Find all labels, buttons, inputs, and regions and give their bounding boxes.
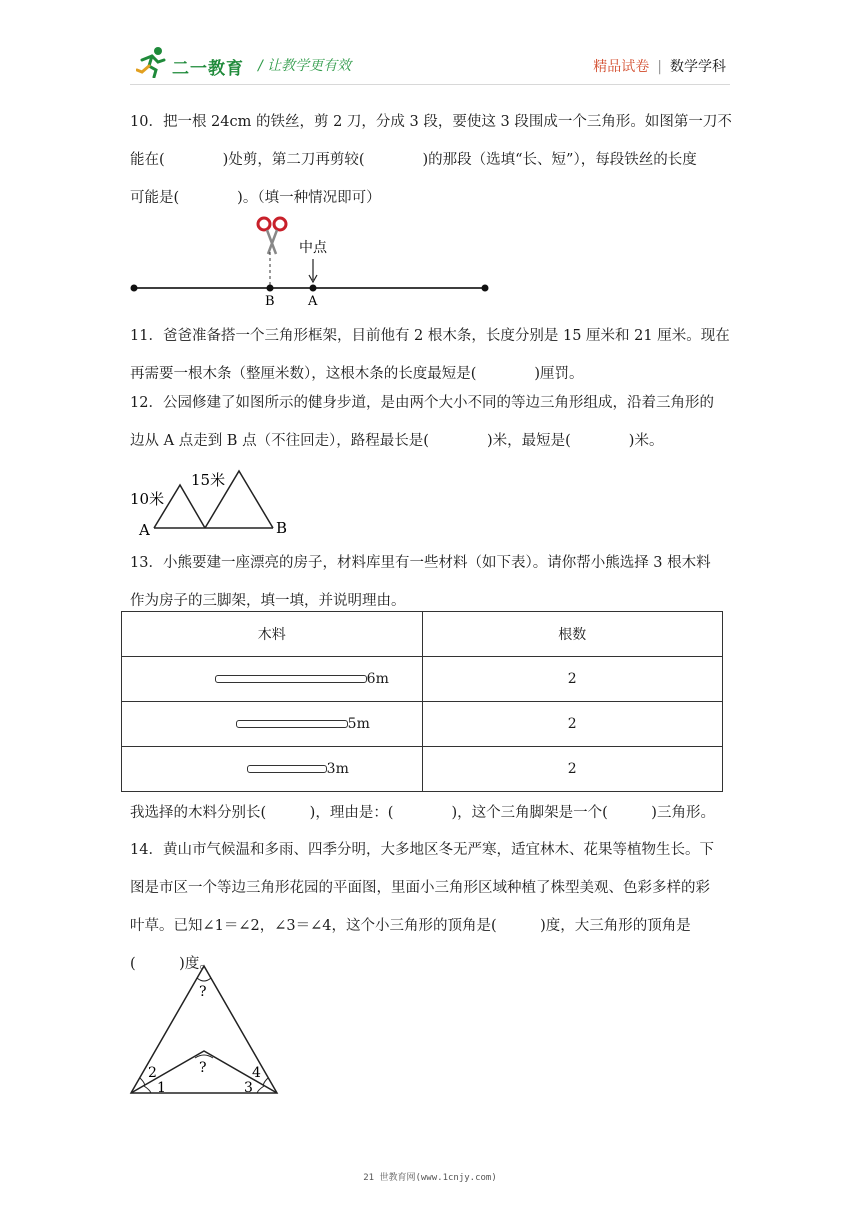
slogan: / 让教学更有效	[258, 58, 352, 74]
wood-stick-6m	[215, 675, 367, 683]
point-a	[310, 285, 317, 292]
wood-cell	[122, 657, 423, 702]
big-side-label: 15米	[191, 471, 226, 489]
wire-end-right	[482, 285, 489, 292]
q14-line-3: 叶草。已知∠1＝∠2，∠3＝∠4，这个小三角形的顶角是( )度，大三角形的顶角是	[130, 918, 691, 934]
point-a-label: A	[139, 521, 150, 539]
header-tags	[593, 56, 726, 76]
label-b: B	[265, 294, 275, 308]
q12-triangles-figure	[126, 458, 296, 540]
count-cell: 2	[422, 657, 723, 702]
question-12	[130, 384, 732, 460]
angle-4-label: 4	[252, 1065, 261, 1081]
wood-stick-5m	[236, 720, 348, 728]
q10-line-3: 可能是( )。（填一种情况即可）	[130, 190, 381, 206]
inner-angle-question: ?	[199, 1060, 207, 1076]
q14-garden-figure	[126, 960, 286, 1098]
label-a: A	[308, 294, 318, 308]
q10-line-1: 10．把一根 24cm 的铁丝，剪 2 刀，分成 3 段，要使这 3 段围成一个三角形。如图第一刀不	[130, 114, 732, 130]
materials-table	[121, 611, 723, 792]
header-separator: |	[657, 59, 662, 75]
q11-line-1: 11．爸爸准备搭一个三角形框架，目前他有 2 根木条，长度分别是 15 厘米和 21 厘米。现在	[130, 328, 730, 344]
table-header-row	[122, 612, 723, 657]
wire-end-left	[131, 285, 138, 292]
q13-line-2: 作为房子的三脚架，填一填，并说明理由。	[130, 593, 406, 609]
table-row	[122, 657, 723, 702]
q12-line-1: 12．公园修建了如图所示的健身步道，是由两个大小不同的等边三角形组成，沿着三角形的	[130, 395, 714, 411]
q14-line-4: ( )度。	[130, 956, 214, 972]
q12-line-2: 边从 A 点走到 B 点（不往回走），路程最长是( )米，最短是( )米。	[130, 433, 664, 449]
header-wood: 木料	[122, 612, 423, 657]
scissors-icon	[258, 218, 286, 254]
q13-line-1: 13．小熊要建一座漂亮的房子，材料库里有一些材料（如下表）。请你帮小熊选择 3 根木料	[130, 555, 711, 571]
length-label: 5m	[347, 716, 370, 732]
question-10	[130, 103, 732, 217]
angle-2-label: 2	[148, 1065, 157, 1081]
wood-cell	[122, 702, 423, 747]
table-row	[122, 747, 723, 792]
point-b-label: B	[276, 519, 288, 537]
length-label: 6m	[366, 671, 389, 687]
length-label: 3m	[326, 761, 349, 777]
q11-line-2: 再需要一根木条（整厘米数），这根木条的长度最短是( )厘罚。	[130, 366, 584, 382]
tag-premium-paper: 精品试卷	[593, 59, 650, 75]
logo-text: 二一教育	[172, 59, 244, 79]
midpoint-label: 中点	[299, 240, 327, 256]
tag-subject: 数学学科	[670, 59, 726, 75]
runner-logo-icon	[136, 46, 166, 78]
q14-line-1: 14．黄山市气候温和多雨、四季分明，大多地区冬无严寒，适宜林木、花果等植物生长。下	[130, 842, 714, 858]
q10-wire-figure	[126, 212, 496, 308]
angle-3-label: 3	[244, 1080, 253, 1096]
wood-cell	[122, 747, 423, 792]
small-side-label: 10米	[130, 490, 165, 508]
question-11	[130, 317, 732, 393]
count-cell: 2	[422, 747, 723, 792]
header-divider	[130, 84, 730, 85]
count-cell: 2	[422, 702, 723, 747]
q14-line-2: 图是市区一个等边三角形花园的平面图，里面小三角形区域种植了株型美观、色彩多样的彩	[130, 880, 710, 896]
header-count: 根数	[422, 612, 723, 657]
wood-stick-3m	[247, 765, 327, 773]
angle-1-label: 1	[157, 1080, 166, 1096]
q10-line-2: 能在( )处剪，第二刀再剪较( )的那段（选填“长、短”），每段铁丝的长度	[130, 152, 697, 168]
q13-answer-line: 我选择的木料分别长( )，理由是：( )，这个三角脚架是一个( )三角形。	[130, 805, 715, 821]
top-angle-question: ?	[199, 984, 207, 1000]
top-angle-arc	[197, 978, 211, 981]
question-13	[130, 544, 732, 620]
page-footer: 21 世教育网(www.1cnjy.com)	[363, 1173, 497, 1183]
page-header	[0, 0, 860, 90]
table-row	[122, 702, 723, 747]
point-b	[267, 285, 274, 292]
